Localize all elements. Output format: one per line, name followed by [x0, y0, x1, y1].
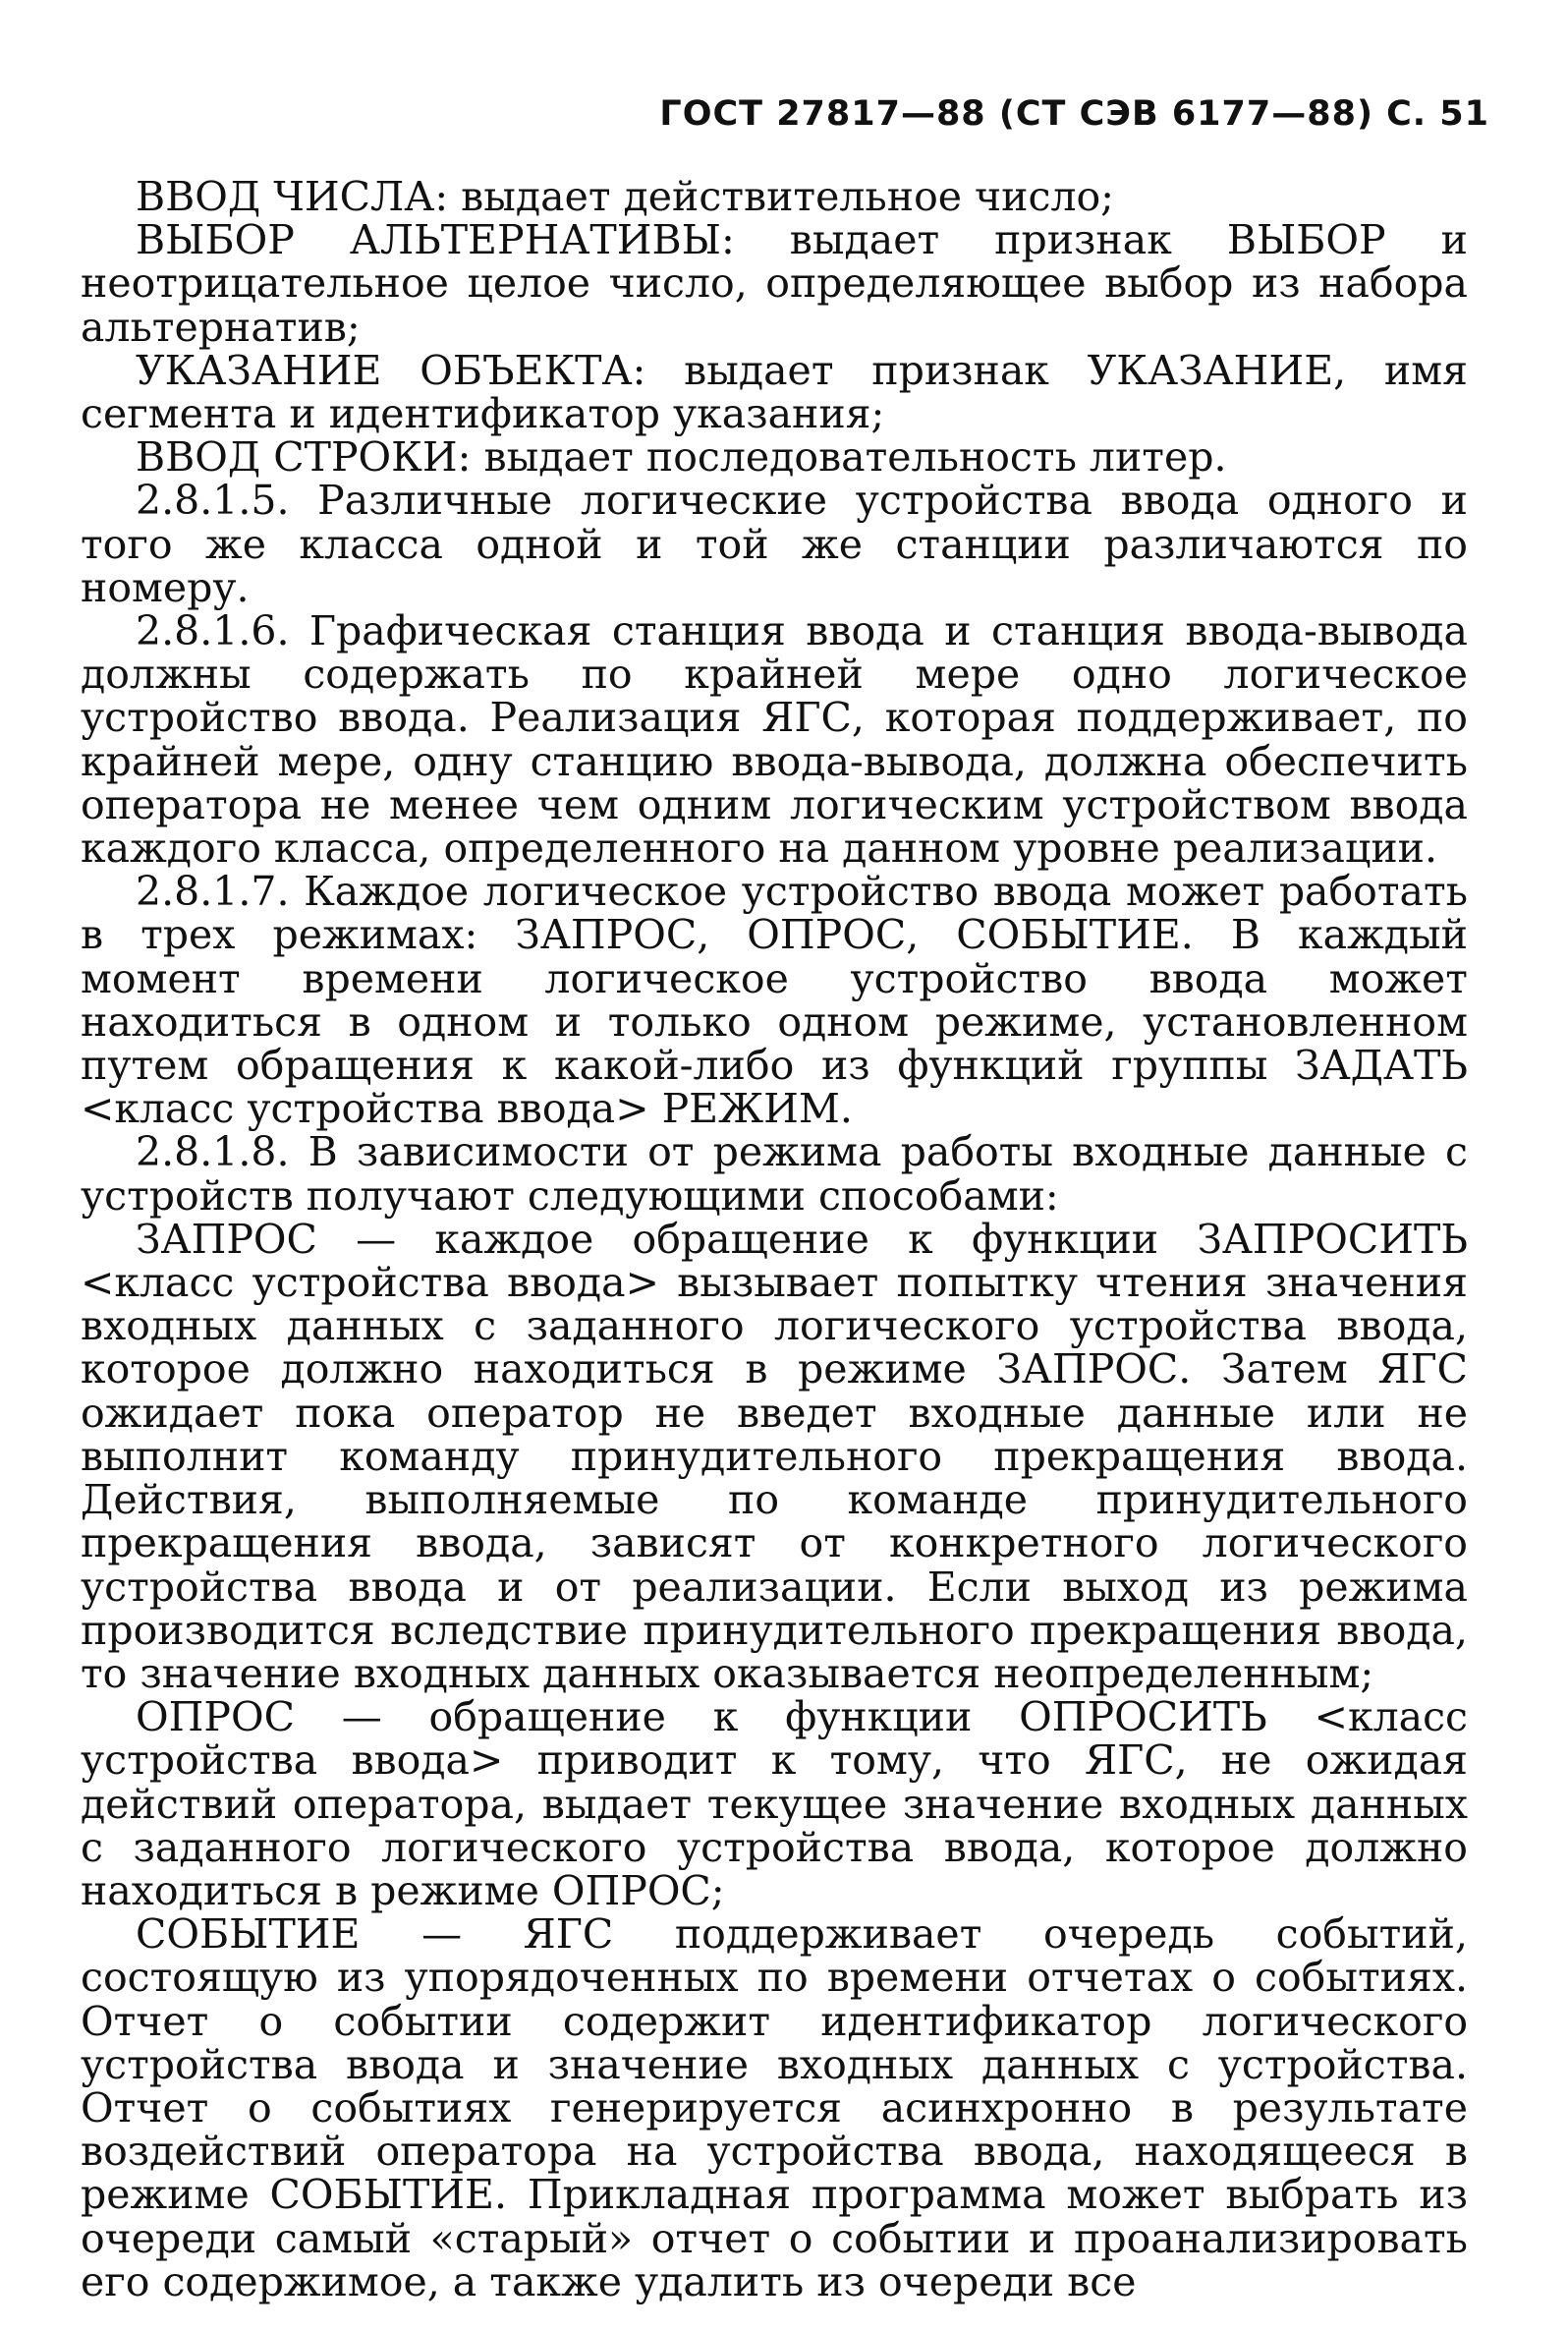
paragraph-vybor-alternativy: ВЫБОР АЛЬТЕРНАТИВЫ: выдает признак ВЫБОР и неотрицательное целое число, определяющее выбор из набора альтернатив; [81, 216, 1468, 351]
paragraph-2-8-1-8: 2.8.1.8. В зависимости от режима работы входные данные с устройств получают следующими способами: [81, 1128, 1468, 1220]
paragraph-2-8-1-6: 2.8.1.6. Графическая станция ввода и станция ввода-вывода должны содержать по крайней мере одно логическое устройство ввода. Реализация ЯГС, которая поддерживает, по крайней мере, одну станцию ввода-вывода, должна обеспечить оператора не менее чем одним логическим устройством ввода каждого класса, определенного на данном уровне реализации. [81, 607, 1468, 873]
paragraph-2-8-1-5: 2.8.1.5. Различные логические устройства ввода одного и того же класса одной и той же станции различаются по номеру. [81, 477, 1468, 611]
paragraph-opros: ОПРОС — обращение к функции ОПРОСИТЬ <класс устройства ввода> приводит к тому, что ЯГС, не ожидая действий оператора, выдает текущее значение входных данных с заданного логического устройства ввода, которое должно находиться в режиме ОПРОС; [81, 1693, 1468, 1914]
paragraph-sobytie: СОБЫТИЕ — ЯГС поддерживает очередь событий, состоящую из упорядоченных по времени отчетах о событиях. Отчет о событии содержит идентификатор логического устройства ввода и значение входных данных с устройства. Отчет о событиях генерируется асинхронно в результате воздействий оператора на устройства ввода, находящееся в режиме СОБЫТИЕ. Прикладная программа может выбрать из очереди самый «старый» отчет о событии и проанализировать его содержимое, а также удалить из очереди все [81, 1910, 1468, 2305]
body-text [81, 175, 1468, 2303]
running-header: ГОСТ 27817—88 (СТ СЭВ 6177—88) С. 51 [659, 94, 1489, 134]
paragraph-vvod-stroki: ВВОД СТРОКИ: выдает последовательность литер. [136, 433, 1227, 482]
paragraph-vvod-chisla: ВВОД ЧИСЛА: выдает действительное число; [136, 173, 1114, 220]
paragraph-2-8-1-7: 2.8.1.7. Каждое логическое устройство ввода может работать в трех режимах: ЗАПРОС, ОПРОС, СОБЫТИЕ. В каждый момент времени логическое устройство ввода может находиться в одном и только одном режиме, установленном путем обращения к какой-либо из функций группы ЗАДАТЬ <класс устройства ввода> РЕЖИМ. [81, 868, 1468, 1133]
paragraph-zapros: ЗАПРОС — каждое обращение к функции ЗАПРОСИТЬ <класс устройства ввода> вызывает попытку чтения значения входных данных с заданного логического устройства ввода, которое должно находиться в режиме ЗАПРОС. Затем ЯГС ожидает пока оператор не введет входные данные или не выполнит команду принудительного прекращения ввода. Действия, выполняемые по команде принудительного прекращения ввода, зависят от конкретного логического устройства ввода и от реализации. Если выход из режима производится вследствие принудительного прекращения ввода, то значение входных данных оказывается неопределенным; [81, 1215, 1468, 1697]
paragraph-ukazanie-obekta: УКАЗАНИЕ ОБЪЕКТА: выдает признак УКАЗАНИЕ, имя сегмента и идентификатор указания; [81, 346, 1468, 438]
